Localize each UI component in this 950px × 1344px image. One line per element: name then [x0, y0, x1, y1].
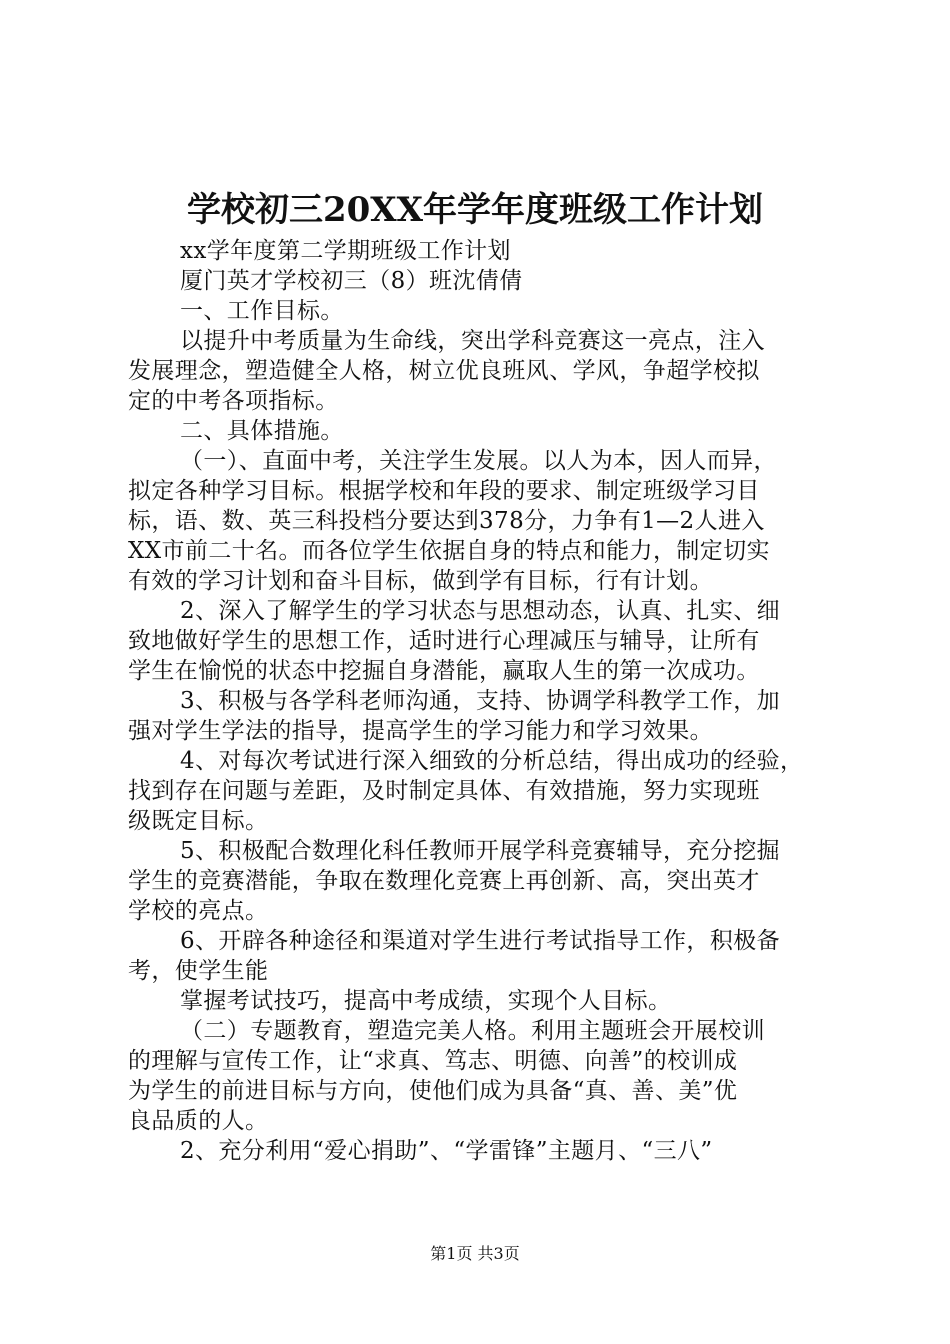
paragraph-line: 考，使学生能: [128, 958, 269, 984]
paragraph-line: 二、具体措施。: [180, 418, 344, 444]
paragraph-line: 一、工作目标。: [180, 298, 344, 324]
paragraph-line: 学生的竞赛潜能，争取在数理化竞赛上再创新、高，突出英才: [128, 868, 760, 894]
paragraph-line: 掌握考试技巧，提高中考成绩，实现个人目标。: [180, 988, 672, 1014]
paragraph-line: 5、积极配合数理化科任教师开展学科竞赛辅导，充分挖掘: [180, 838, 781, 864]
paragraph-line: 拟定各种学习目标。根据学校和年段的要求、制定班级学习目: [128, 478, 760, 504]
paragraph-line: （一）、直面中考，关注学生发展。以人为本，因人而异，: [180, 448, 777, 474]
paragraph-line: 良品质的人。: [128, 1108, 269, 1134]
document-title: 学校初三20XX年学年度班级工作计划: [186, 190, 764, 230]
paragraph-line: 级既定目标。: [128, 808, 269, 834]
paragraph-line: 有效的学习计划和奋斗目标，做到学有目标，行有计划。: [128, 568, 713, 594]
paragraph-line: 2、充分利用“爱心捐助”、“学雷锋”主题月、“三八”: [180, 1138, 713, 1164]
paragraph-line: 的理解与宣传工作，让“求真、笃志、明德、向善”的校训成: [128, 1048, 738, 1074]
paragraph-line: 为学生的前进目标与方向，使他们成为具备“真、善、美”优: [128, 1078, 738, 1104]
paragraph-line: 3、积极与各学科老师沟通，支持、协调学科教学工作，加: [180, 688, 781, 714]
paragraph-line: （二）专题教育，塑造完美人格。利用主题班会开展校训: [180, 1018, 765, 1044]
paragraph-line: 致地做好学生的思想工作，适时进行心理减压与辅导，让所有: [128, 628, 760, 654]
paragraph-line: XX市前二十名。而各位学生依据自身的特点和能力，制定切实: [128, 538, 770, 564]
page-indicator: 第1页 共3页: [430, 1244, 520, 1263]
paragraph-line: xx学年度第二学期班级工作计划: [180, 238, 511, 264]
paragraph-line: 6、开辟各种途径和渠道对学生进行考试指导工作，积极备: [180, 928, 781, 954]
paragraph-line: 定的中考各项指标。: [128, 388, 339, 414]
paragraph-line: 发展理念，塑造健全人格，树立优良班风、学风，争超学校拟: [128, 358, 760, 384]
paragraph-line: 找到存在问题与差距，及时制定具体、有效措施，努力实现班: [128, 778, 760, 804]
paragraph-line: 强对学生学法的指导，提高学生的学习能力和学习效果。: [128, 718, 713, 744]
paragraph-line: 厦门英才学校初三（8）班沈倩倩: [180, 268, 523, 294]
paragraph-line: 4、对每次考试进行深入细致的分析总结，得出成功的经验，: [180, 748, 804, 774]
paragraph-line: 2、深入了解学生的学习状态与思想动态，认真、扎实、细: [180, 598, 781, 624]
paragraph-line: 标，语、数、英三科投档分要达到378分，力争有1—2人进入: [128, 508, 765, 534]
paragraph-line: 学校的亮点。: [128, 898, 269, 924]
paragraph-line: 以提升中考质量为生命线，突出学科竞赛这一亮点，注入: [180, 328, 765, 354]
document-body: [128, 236, 828, 1166]
paragraph-line: 学生在愉悦的状态中挖掘自身潜能，赢取人生的第一次成功。: [128, 658, 760, 684]
